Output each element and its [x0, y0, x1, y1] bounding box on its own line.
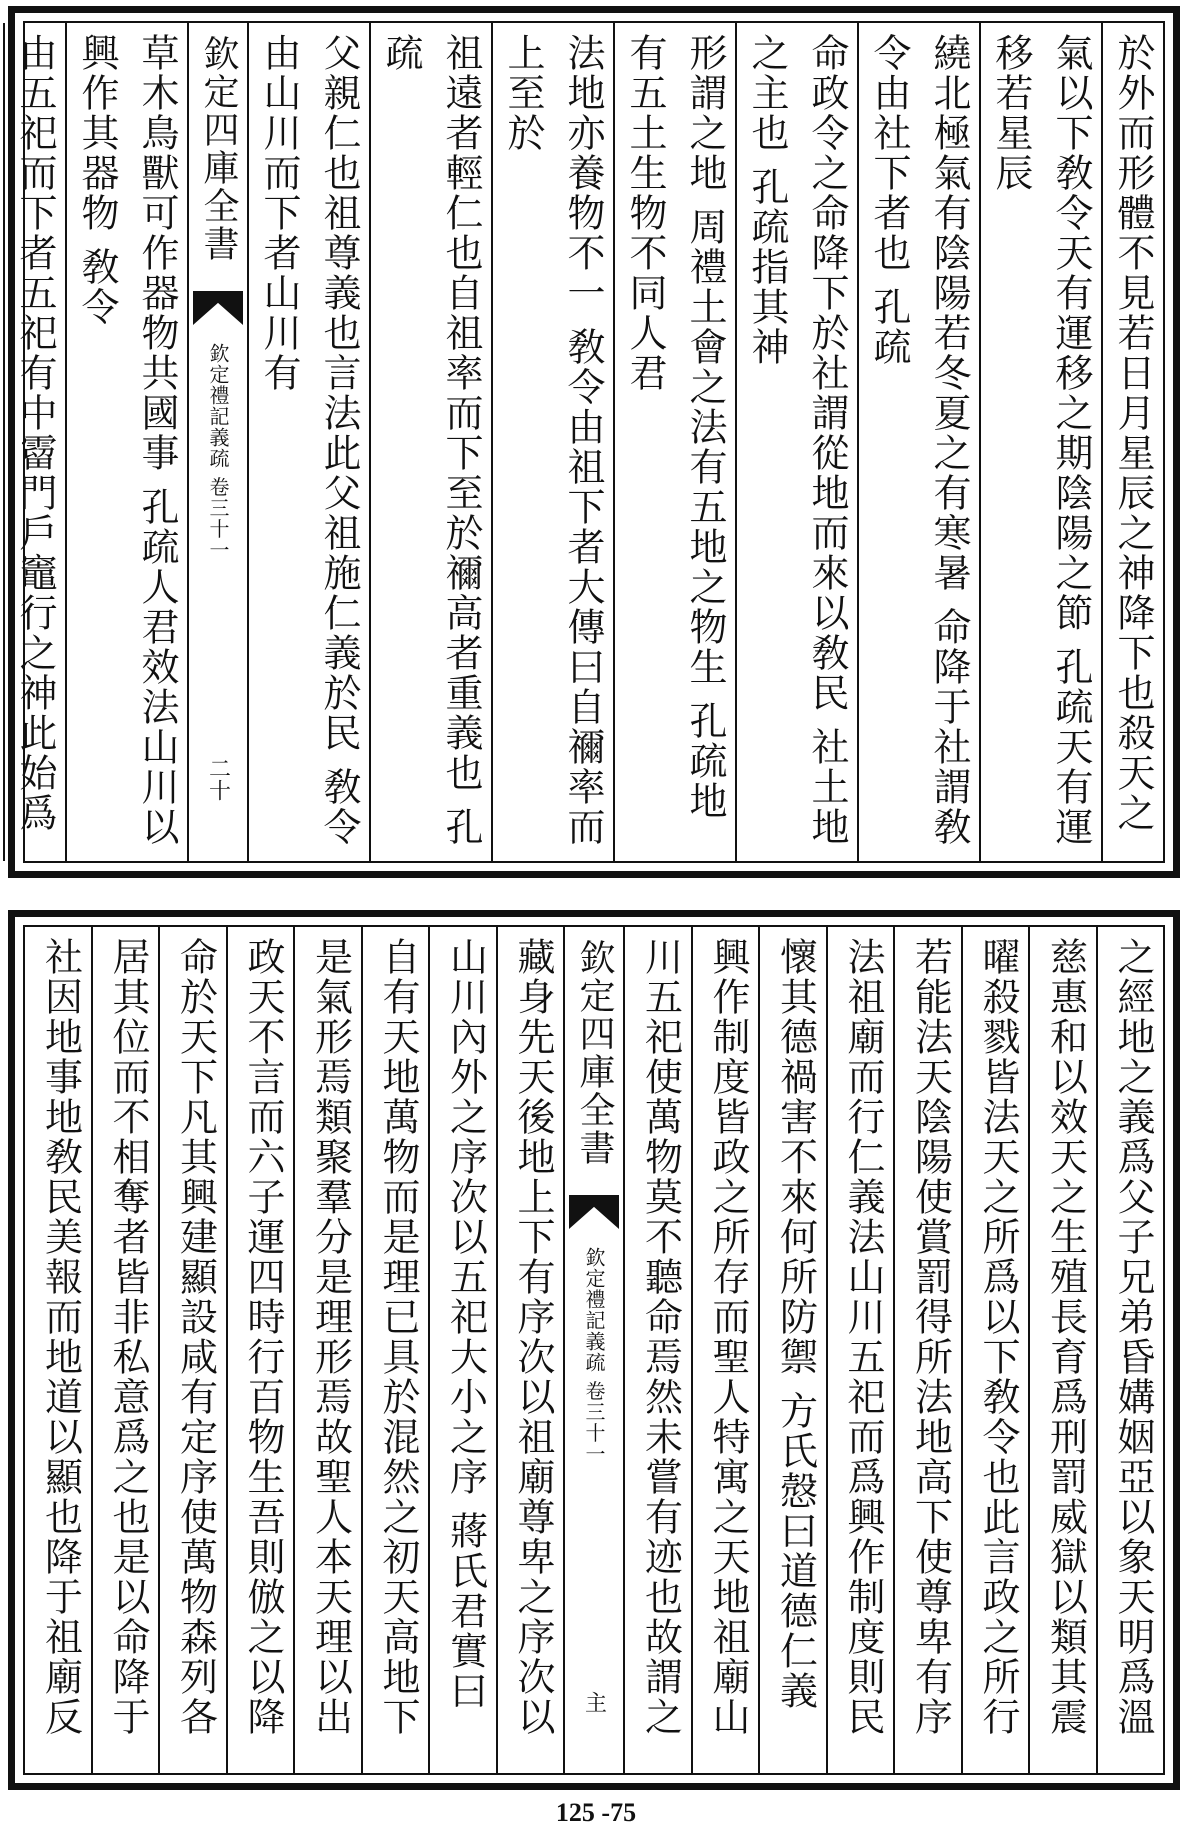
- text-column: 居其位而不相奪者皆非私意爲之也是以命降于: [91, 927, 159, 1773]
- gutter-title: 欽定四庫全書: [198, 35, 239, 263]
- gutter-page-number: 二十: [205, 757, 231, 801]
- text-column: 祖遠者輕仁也自祖率而下至於禰高者重義也 孔疏: [369, 23, 491, 861]
- text-column: 興作制度皆政之所存而聖人特寓之天地祖廟山: [691, 927, 759, 1773]
- text-column: [0, 23, 3, 861]
- page-bottom: [8, 910, 1180, 1790]
- text-column: 法地亦養物不一 敎令由祖下者大傳曰自禰率而上至於: [491, 23, 613, 861]
- text-column: 命政令之命降下於社謂從地而來以敎民 社土地之主也 孔疏指其神: [735, 23, 857, 861]
- text-column: 山川內外之序次以五祀大小之序 蔣氏君實曰: [428, 927, 496, 1773]
- text-column: 自有天地萬物而是理已具於混然之初天高地下: [361, 927, 429, 1773]
- gutter-page-number: 主: [581, 1691, 607, 1713]
- fish-tail-mark: [569, 1195, 619, 1229]
- gutter-title: 欽定四庫全書: [574, 939, 615, 1167]
- text-column: 氣以下敎令天有運移之期陰陽之節 孔疏天有運移若星辰: [979, 23, 1101, 861]
- text-column: 社因地事地敎民美報而地道以顯也降于祖廟反: [38, 937, 83, 1737]
- text-column: 川五祀使萬物莫不聽命焉然未嘗有迹也故謂之: [623, 927, 691, 1773]
- text-column: 由五祀而下者五祀有中霤門戶竈行之神此始爲: [3, 23, 65, 861]
- gutter-subtitle: 欽定禮記義疏 卷三十一: [206, 343, 230, 561]
- text-column: 曜殺戮皆法天之所爲以下敎令也此言政之所行: [961, 927, 1029, 1773]
- page-bottom-body: [23, 925, 1165, 1775]
- text-column: 法祖廟而行仁義法山川五祀而爲興作制度則民: [826, 927, 894, 1773]
- text-column: 慈惠和以效天之生殖長育爲刑罰威獄以類其震: [1028, 927, 1096, 1773]
- text-column: 命於天下凡其興建顯設咸有定序使萬物森列各: [158, 927, 226, 1773]
- text-column: 形謂之地 周禮土會之法有五地之物生 孔疏地有五土生物不同人君: [613, 23, 735, 861]
- text-column: 繞北極氣有陰陽若冬夏之有寒暑 命降于社謂敎令由社下者也 孔疏: [857, 23, 979, 861]
- page-top: [8, 6, 1180, 878]
- center-gutter: [187, 23, 247, 861]
- text-column: 懷其德禍害不來何所防禦 方氏慤曰道德仁義: [758, 927, 826, 1773]
- text-column: 之經地之義爲父子兄弟昏媾姻亞以象天明爲溫: [1096, 927, 1164, 1773]
- text-column: 於外而形體不見若日月星辰之神降下也殺天之: [1101, 23, 1163, 861]
- text-column: 父親仁也祖尊義也言法此父祖施仁義於民 敎令由山川而下者山川有: [247, 23, 369, 861]
- page-top-body: [13, 21, 1165, 863]
- text-column: 若能法天陰陽使賞罰得所法地高下使尊卑有序: [893, 927, 961, 1773]
- center-gutter: [563, 927, 623, 1773]
- text-column: 是氣形焉類聚羣分是理形焉故聖人本天理以出: [293, 927, 361, 1773]
- text-column: 藏身先天後地上下有序次以祖廟尊卑之序次以: [496, 927, 564, 1773]
- footer-page-number: 125 -75: [555, 1798, 637, 1827]
- text-column: 草木鳥獸可作器物共國事 孔疏人君效法山川以興作其器物 敎令: [65, 23, 187, 861]
- text-column: 政天不言而六子運四時行百物生吾則倣之以降: [226, 927, 294, 1773]
- fish-tail-mark: [193, 291, 243, 325]
- gutter-subtitle: 欽定禮記義疏 卷三十一: [582, 1247, 606, 1465]
